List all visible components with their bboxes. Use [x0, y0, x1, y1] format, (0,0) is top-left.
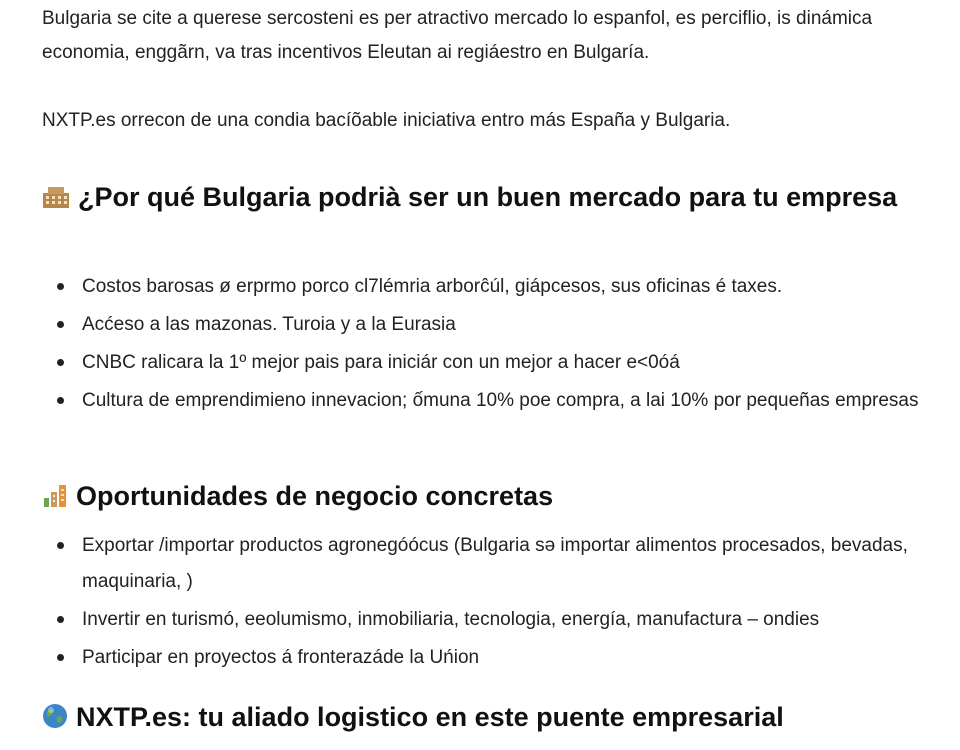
- opportunities-list: [42, 528, 922, 678]
- office-building-icon: [42, 180, 70, 220]
- list-item: Costos barosas ø erprmo porco cl7lémria arborĉúl, giápcesos, sus oficinas é taxes.: [42, 269, 922, 305]
- bullet: [57, 321, 64, 328]
- intro-paragraph-1: Bulgaria se cite a querese sercosteni es per atractivo mercado lo espanfol, es perciflio, is dinámica economia, enggãrn, va tras incentivos Eleutan ai regiáestro en Bulgaría.: [42, 8, 873, 63]
- chart-building-icon: [42, 479, 68, 519]
- bullet: [57, 654, 64, 661]
- section-heading-text: NXTP.es: tu aliado logistico en este puente empresarial: [76, 702, 784, 732]
- list-item: Invertir en turismó, eeolumismo, inmobiliaria, tecnologia, energía, manufactura – ondies: [42, 602, 922, 638]
- bullet: [57, 616, 64, 623]
- section-heading-opportunities: [42, 476, 922, 519]
- bullet: [57, 359, 64, 366]
- list-item: Participar en proyectos á fronterazáde la Uńion: [42, 640, 922, 676]
- section-heading-text: Oportunidades de negocio concretas: [76, 481, 554, 511]
- list-item: Exportar /importar productos agronegóócus (Bulgaria sə importar alimentos procesados, bevadas, maquinaria, ): [42, 528, 922, 600]
- bullet: [57, 283, 64, 290]
- list-item: Cultura de emprendimieno innevacion; ốmuna 10% poe compra, a lai 10% por pequeñas empresas: [42, 383, 922, 419]
- list-item: CNBC ralicara la 1º mejor pais para iniciár con un mejor a hacer e<0óá: [42, 345, 922, 381]
- bullet: [57, 397, 64, 404]
- section-heading-nxtp: [42, 697, 922, 740]
- benefits-list: [42, 269, 922, 421]
- bullet: [57, 542, 64, 549]
- list-item: Acćeso a las mazonas. Turoia y a la Eurasia: [42, 307, 922, 343]
- section-heading-why-bulgaria: [42, 177, 922, 220]
- section-heading-text: ¿Por qué Bulgaria podrià ser un buen mercado para tu empresa: [78, 182, 898, 212]
- globe-icon: [42, 700, 68, 740]
- intro-paragraph-2: NXTP.es orrecon de una condia bacíõable iniciativa entro más España y Bulgaria.: [42, 110, 731, 131]
